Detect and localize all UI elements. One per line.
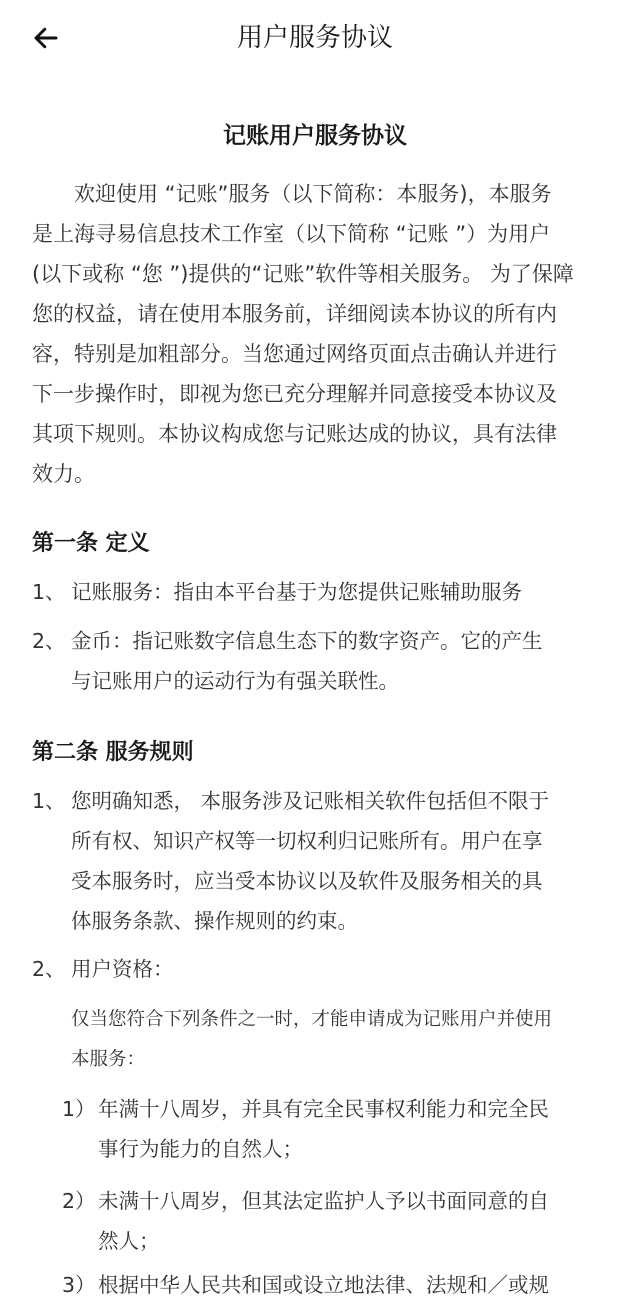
item-number: 1、 [32, 789, 66, 813]
item-text: 记账服务：指由本平台基于为您提供记账辅助服务 [71, 580, 522, 604]
list-item [32, 781, 600, 941]
sub-list-item [62, 1089, 602, 1169]
list-item [32, 621, 600, 701]
agreement-content[interactable] [0, 76, 630, 1297]
item-number: 2、 [32, 629, 66, 653]
item-text: 金币：指记账数字信息生态下的数字资产。它的产生 与记账用户的运动行为有强关联性。 [71, 629, 543, 693]
sub-list-item [62, 1265, 602, 1305]
sub-item-number: 3） [62, 1273, 96, 1297]
sub-item-text: 根据中华人民共和国或设立地法律、法规和／或规 [98, 1273, 549, 1297]
item-text: 您明确知悉， 本服务涉及记账相关软件包括但不限于 所有权、知识产权等一切权利归记账所有。用户在享 受本服务时，应当受本协议以及软件及服务相关的具 体服务条款、操作规则的约束。 [71, 789, 550, 933]
item-number: 2、 [32, 957, 66, 981]
section-title-definitions: 第一条 定义 [32, 531, 150, 556]
list-item [32, 572, 600, 612]
item-text: 用户资格： [71, 957, 174, 981]
eligibility-note: 仅当您符合下列条件之一时，才能申请成为记账用户并使用 本服务： [71, 1009, 553, 1070]
sub-item-number: 2） [62, 1189, 96, 1213]
sub-item-number: 1） [62, 1097, 96, 1121]
intro-paragraph: 欢迎使用 “记账”服务（以下简称：本服务)，本服务 是上海寻易信息技术工作室（以下简称 “记账 ”）为用户 (以下或称 “您 ”)提供的“记账”软件等相关服务。 为了保障 您的权益，请在使用本服务前，详细阅读本协议的所有内 容，特别是加粗部分。当您通过网络页面点击确认并进行 下一步操作时，即视为您已充分理解并同意接受本协议及 其项下规则。本协议构成您与记账达成的协议，具有法律 效力。 [32, 182, 574, 486]
section-title-service-rules: 第二条 服务规则 [32, 740, 194, 765]
item-number: 1、 [32, 580, 66, 604]
list-item [32, 949, 600, 989]
document-title: 记账用户服务协议 [223, 123, 407, 149]
sub-item-text: 未满十八周岁，但其法定监护人予以书面同意的自 然人； [98, 1189, 549, 1253]
page-title: 用户服务协议 [236, 23, 393, 53]
sub-item-text: 年满十八周岁，并具有完全民事权利能力和完全民 事行为能力的自然人； [98, 1097, 549, 1161]
sub-list-item [62, 1181, 602, 1261]
top-app-bar [0, 0, 630, 76]
